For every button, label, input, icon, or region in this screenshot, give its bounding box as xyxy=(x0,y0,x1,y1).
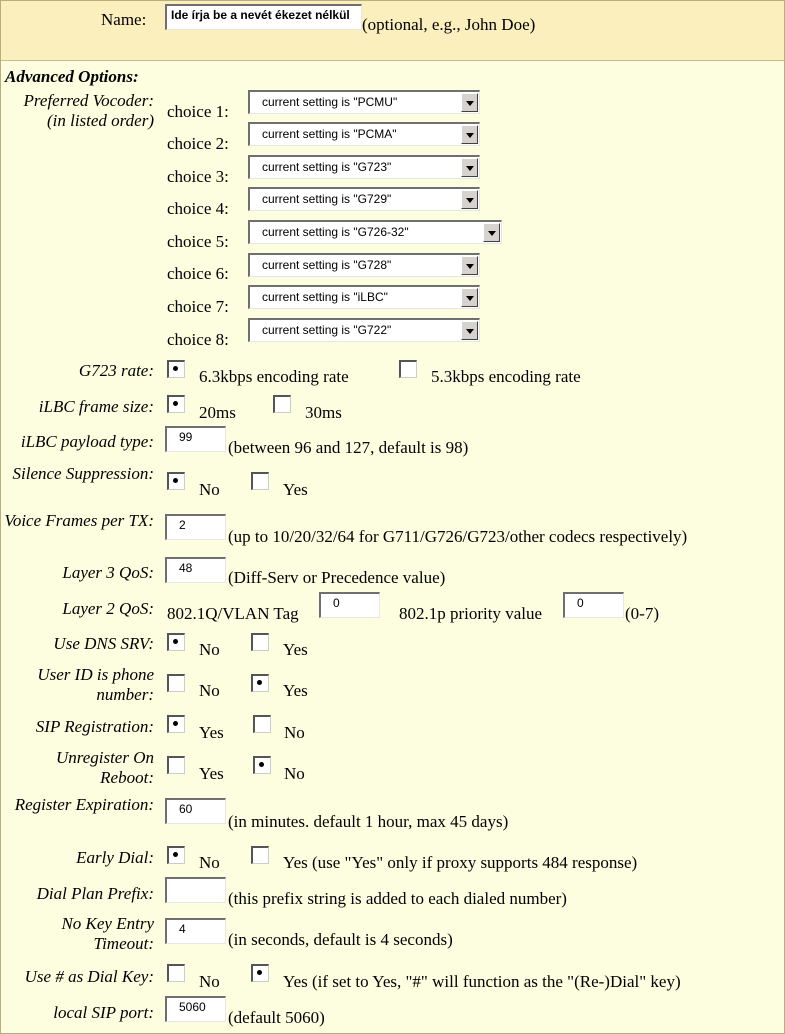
g723-rate-53-radio[interactable] xyxy=(399,360,417,378)
ilbc-frame-30-text: 30ms xyxy=(305,403,342,422)
priority-value-input[interactable]: 0 xyxy=(563,592,624,618)
sip-registration-label: SIP Registration: xyxy=(35,717,154,736)
chevron-down-icon[interactable] xyxy=(483,223,500,242)
g723-rate-63-radio[interactable] xyxy=(167,360,185,378)
dial-prefix-input[interactable] xyxy=(165,877,226,903)
nokey-timeout-label: No Key Entry Timeout: xyxy=(61,914,154,953)
choice-7-label: choice 7: xyxy=(167,297,229,316)
hash-dial-no-text: No xyxy=(199,972,220,991)
layer3-qos-label: Layer 3 QoS: xyxy=(62,563,154,582)
sip-port-label: local SIP port: xyxy=(53,1003,154,1022)
ilbc-frame-20-radio[interactable] xyxy=(167,395,185,413)
choice-4-value: current setting is "G729" xyxy=(262,192,392,206)
choice-6-value: current setting is "G728" xyxy=(262,258,392,272)
vocoder-label: Preferred Vocoder: (in listed order) xyxy=(23,91,154,130)
ilbc-payload-hint: (between 96 and 127, default is 98) xyxy=(228,438,469,457)
layer3-qos-input[interactable]: 48 xyxy=(165,557,226,583)
priority-value-hint: (0-7) xyxy=(625,604,659,623)
g723-rate-53-text: 5.3kbps encoding rate xyxy=(431,367,581,386)
sip-registration-no-text: No xyxy=(284,723,305,742)
hash-dial-label: Use # as Dial Key: xyxy=(24,967,154,986)
choice-5-select[interactable] xyxy=(248,220,502,244)
choice-3-value: current setting is "G723" xyxy=(262,160,392,174)
choice-8-value: current setting is "G722" xyxy=(262,323,392,337)
dns-srv-no-text: No xyxy=(199,640,220,659)
hash-dial-no-radio[interactable] xyxy=(167,964,185,982)
register-expiration-hint: (in minutes. default 1 hour, max 45 days) xyxy=(228,812,509,831)
early-dial-no-radio[interactable] xyxy=(167,846,185,864)
userid-phone-no-radio[interactable] xyxy=(167,674,185,692)
sip-registration-no-radio[interactable] xyxy=(253,715,271,733)
choice-1-value: current setting is "PCMU" xyxy=(262,95,398,109)
hash-dial-yes-text: Yes (if set to Yes, "#" will function as the "(Re-)Dial" key) xyxy=(283,972,681,991)
chevron-down-icon[interactable] xyxy=(461,256,478,275)
g723-rate-63-text: 6.3kbps encoding rate xyxy=(199,367,349,386)
dns-srv-yes-radio[interactable] xyxy=(251,633,269,651)
userid-phone-yes-radio[interactable] xyxy=(251,674,269,692)
dial-prefix-hint: (this prefix string is added to each dialed number) xyxy=(228,889,567,908)
choice-2-value: current setting is "PCMA" xyxy=(262,127,397,141)
choice-5-value: current setting is "G726-32" xyxy=(262,225,409,239)
ilbc-frame-30-radio[interactable] xyxy=(273,395,291,413)
nokey-timeout-hint: (in seconds, default is 4 seconds) xyxy=(228,930,453,949)
dial-prefix-label: Dial Plan Prefix: xyxy=(36,884,154,903)
voice-frames-hint: (up to 10/20/32/64 for G711/G726/G723/other codecs respectively) xyxy=(228,527,688,546)
ilbc-frame-20-text: 20ms xyxy=(199,403,236,422)
early-dial-label: Early Dial: xyxy=(76,848,154,867)
silence-suppression-label: Silence Suppression: xyxy=(12,464,154,483)
silence-no-radio[interactable] xyxy=(167,472,185,490)
voice-frames-label: Voice Frames per TX: xyxy=(4,511,154,530)
userid-phone-no-text: No xyxy=(199,681,220,700)
hash-dial-yes-radio[interactable] xyxy=(251,964,269,982)
sip-registration-yes-text: Yes xyxy=(199,723,224,742)
choice-3-select[interactable] xyxy=(248,155,480,179)
choice-3-label: choice 3: xyxy=(167,167,229,186)
register-expiration-input[interactable]: 60 xyxy=(165,798,226,824)
name-hint: (optional, e.g., John Doe) xyxy=(362,15,536,34)
g723-rate-label: G723 rate: xyxy=(78,361,154,380)
chevron-down-icon[interactable] xyxy=(461,288,478,307)
choice-4-label: choice 4: xyxy=(167,199,229,218)
choice-1-select[interactable] xyxy=(248,90,480,114)
choice-6-select[interactable] xyxy=(248,253,480,277)
early-dial-no-text: No xyxy=(199,853,220,872)
early-dial-yes-radio[interactable] xyxy=(251,846,269,864)
name-input[interactable]: Ide írja be a nevét ékezet nélkül xyxy=(165,4,362,30)
choice-6-label: choice 6: xyxy=(167,264,229,283)
userid-phone-yes-text: Yes xyxy=(283,681,308,700)
unregister-no-text: No xyxy=(284,764,305,783)
choice-8-select[interactable] xyxy=(248,318,480,342)
silence-no-text: No xyxy=(199,480,220,499)
layer2-qos-label: Layer 2 QoS: xyxy=(62,599,154,618)
advanced-options-title: Advanced Options: xyxy=(5,67,139,86)
chevron-down-icon[interactable] xyxy=(461,158,478,177)
ilbc-payload-input[interactable]: 99 xyxy=(165,426,226,452)
chevron-down-icon[interactable] xyxy=(461,125,478,144)
dns-srv-no-radio[interactable] xyxy=(167,633,185,651)
sip-registration-yes-radio[interactable] xyxy=(167,715,185,733)
dns-srv-label: Use DNS SRV: xyxy=(53,634,154,653)
choice-7-select[interactable] xyxy=(248,285,480,309)
choice-4-select[interactable] xyxy=(248,187,480,211)
priority-value-label: 802.1p priority value xyxy=(399,604,543,623)
unregister-no-radio[interactable] xyxy=(253,756,271,774)
silence-yes-text: Yes xyxy=(283,480,308,499)
register-expiration-label: Register Expiration: xyxy=(14,795,154,814)
dns-srv-yes-text: Yes xyxy=(283,640,308,659)
nokey-timeout-input[interactable]: 4 xyxy=(165,918,226,944)
vlan-tag-label: 802.1Q/VLAN Tag xyxy=(167,604,299,623)
choice-7-value: current setting is "iLBC" xyxy=(262,290,388,304)
ilbc-frame-label: iLBC frame size: xyxy=(38,397,154,416)
sip-port-input[interactable]: 5060 xyxy=(165,996,226,1022)
chevron-down-icon[interactable] xyxy=(461,93,478,112)
unregister-reboot-label: Unregister On Reboot: xyxy=(55,748,154,787)
userid-phone-label: User ID is phone number: xyxy=(37,665,154,704)
sip-port-hint: (default 5060) xyxy=(228,1008,325,1027)
layer3-qos-hint: (Diff-Serv or Precedence value) xyxy=(228,568,446,587)
choice-8-label: choice 8: xyxy=(167,330,229,349)
chevron-down-icon[interactable] xyxy=(461,321,478,340)
name-label: Name: xyxy=(101,10,147,29)
unregister-yes-text: Yes xyxy=(199,764,224,783)
early-dial-yes-text: Yes (use "Yes" only if proxy supports 484 response) xyxy=(283,853,638,872)
choice-5-label: choice 5: xyxy=(167,232,229,251)
choice-1-label: choice 1: xyxy=(167,102,229,121)
choice-2-label: choice 2: xyxy=(167,134,229,153)
choice-2-select[interactable] xyxy=(248,122,480,146)
voice-frames-input[interactable]: 2 xyxy=(165,514,226,540)
silence-yes-radio[interactable] xyxy=(251,472,269,490)
ilbc-payload-label: iLBC payload type: xyxy=(20,432,154,451)
vlan-tag-input[interactable]: 0 xyxy=(319,592,380,618)
unregister-yes-radio[interactable] xyxy=(167,756,185,774)
chevron-down-icon[interactable] xyxy=(461,190,478,209)
